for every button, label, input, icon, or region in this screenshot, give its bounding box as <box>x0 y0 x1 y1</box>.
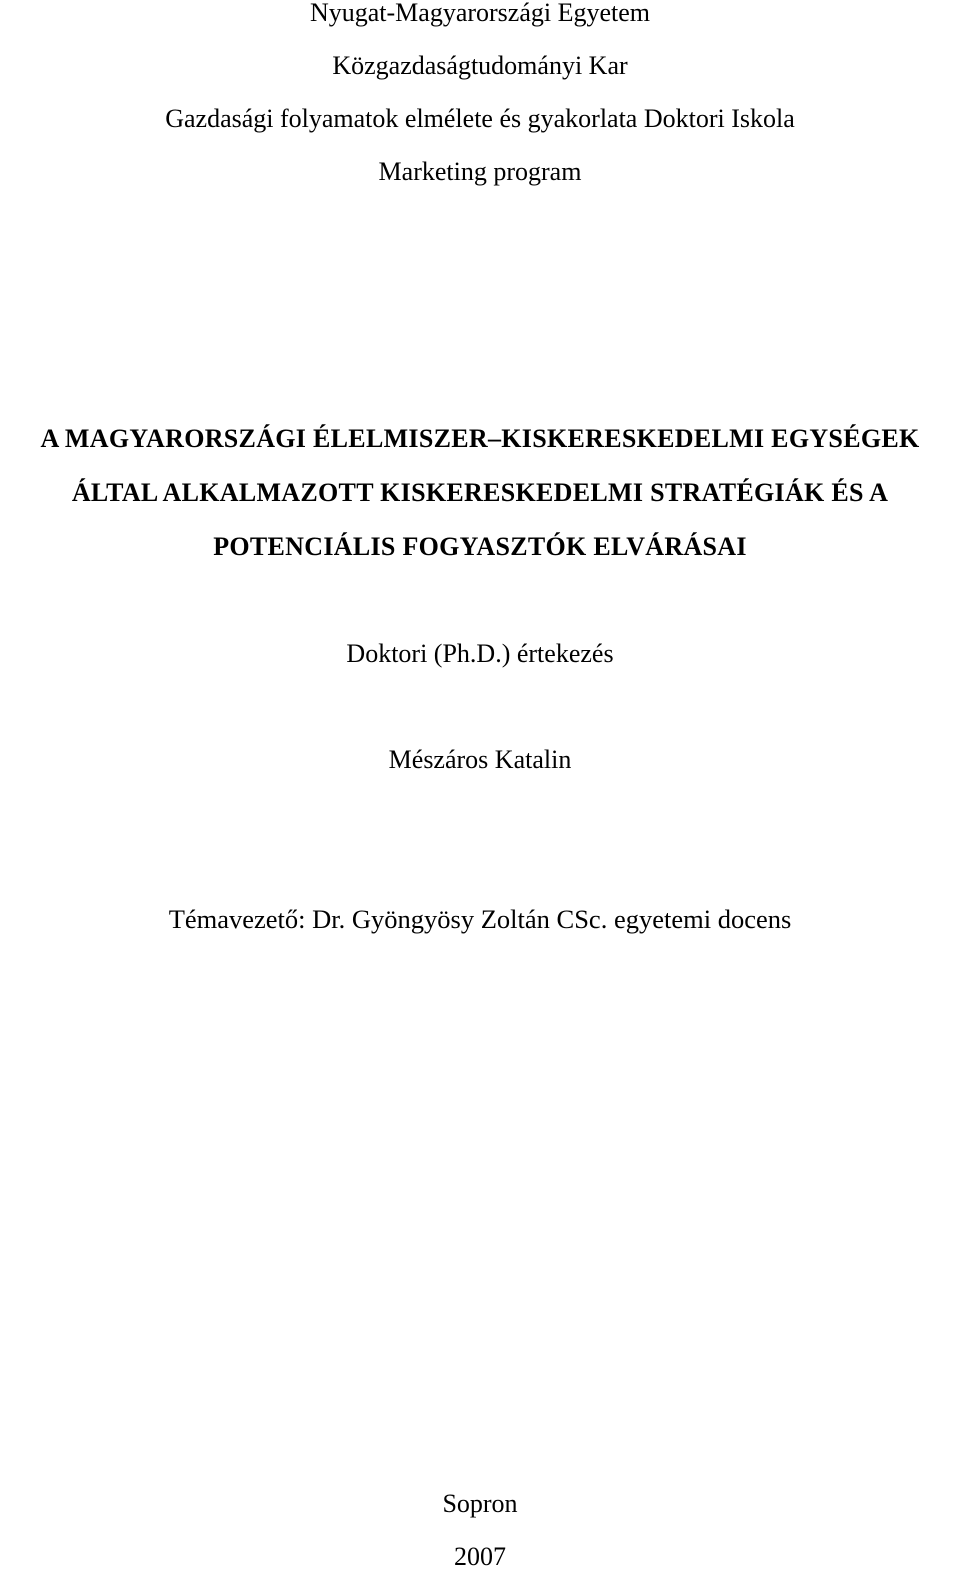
year: 2007 <box>454 1542 506 1571</box>
thesis-title-line-1: A MAGYARORSZÁGI ÉLELMISZER–KISKERESKEDELMI EGYSÉGEK <box>40 424 920 453</box>
city: Sopron <box>442 1489 518 1518</box>
doctoral-school-name: Gazdasági folyamatok elmélete és gyakorlata Doktori Iskola <box>165 104 795 133</box>
faculty-name: Közgazdaságtudományi Kar <box>332 51 628 80</box>
program-name: Marketing program <box>378 157 582 186</box>
university-name: Nyugat-Magyarországi Egyetem <box>309 0 651 27</box>
document-type: Doktori (Ph.D.) értekezés <box>346 639 614 668</box>
advisor-line: Témavezető: Dr. Gyöngyösy Zoltán CSc. egyetemi docens <box>168 904 792 934</box>
author-name: Mészáros Katalin <box>388 745 572 774</box>
thesis-title-line-2: ÁLTAL ALKALMAZOTT KISKERESKEDELMI STRATÉGIÁK ÉS A <box>71 478 889 507</box>
thesis-title-line-3: POTENCIÁLIS FOGYASZTÓK ELVÁRÁSAI <box>213 532 747 561</box>
